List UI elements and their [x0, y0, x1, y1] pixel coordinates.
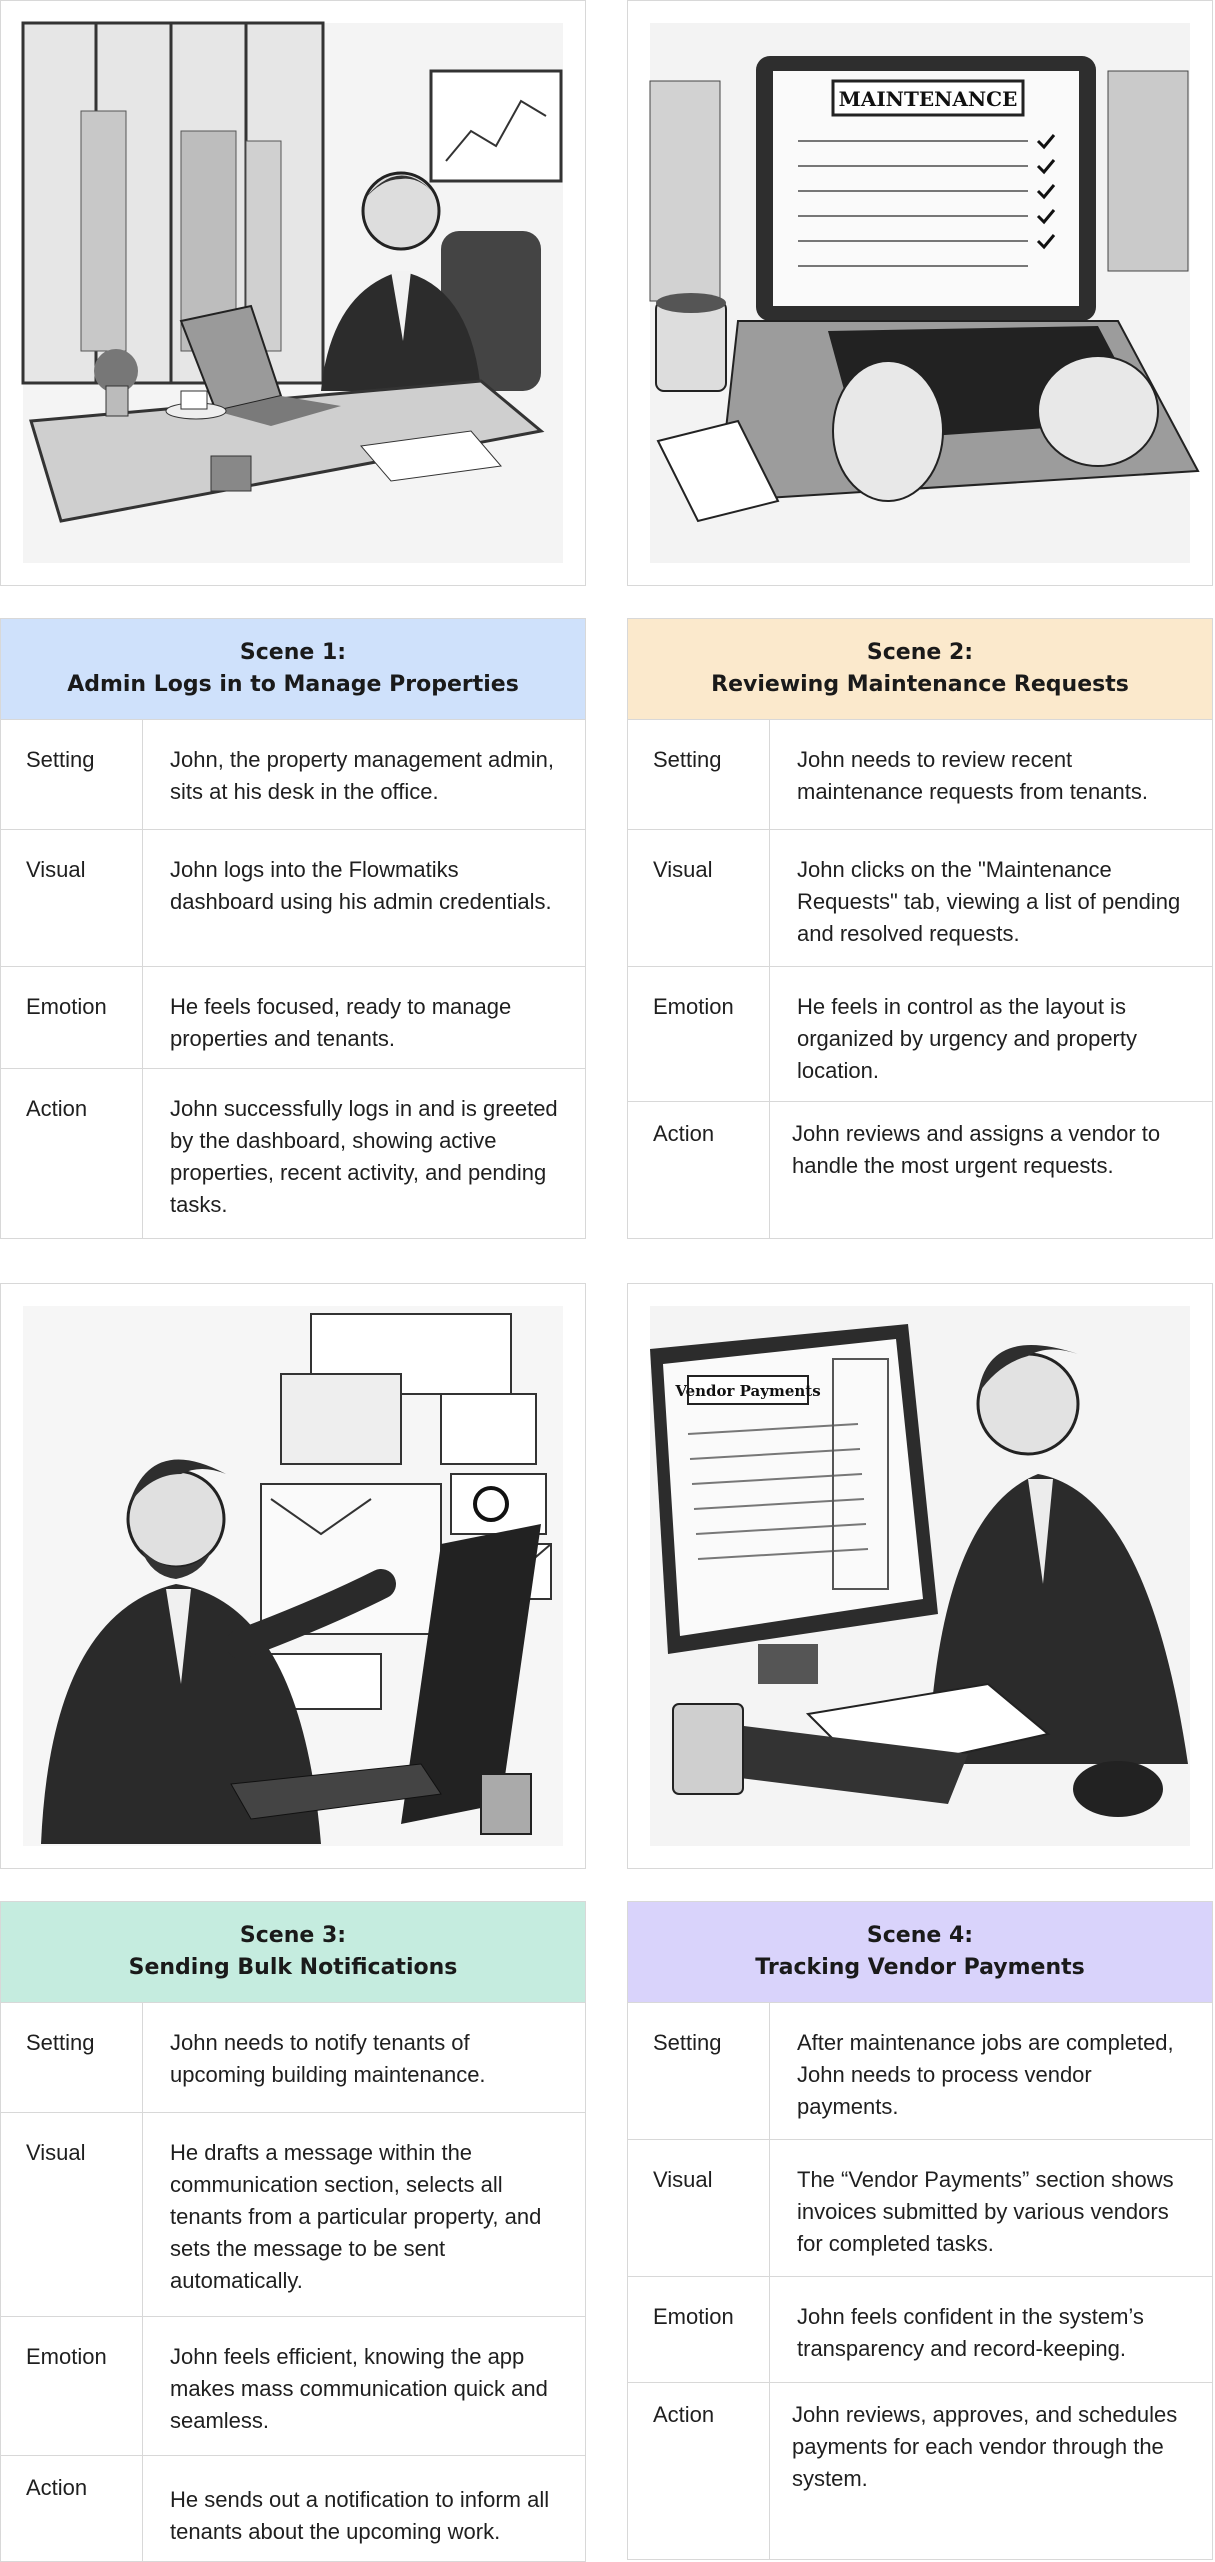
row-value: He feels focused, ready to manage properties and tenants.	[170, 994, 512, 1051]
row-label: Setting	[1, 2003, 143, 2112]
row-value: John reviews and assigns a vendor to handle the most urgent requests.	[792, 1121, 1161, 1178]
row-value: He sends out a notification to inform all tenants about the upcoming work.	[170, 2487, 550, 2544]
row-value: John logs into the Flowmatiks dashboard using his admin credentials.	[170, 857, 552, 914]
row-label: Setting	[1, 720, 143, 829]
scene-2-row-emotion	[628, 967, 1212, 1102]
row-value: He drafts a message within the communication section, selects all tenants from a particular property, and sets the message to be sent automatically.	[170, 2140, 542, 2293]
scene-4-row-action	[628, 2383, 1212, 2559]
scene-3-card	[0, 1901, 586, 2562]
scene-1-row-visual	[1, 830, 585, 967]
scene-2-header	[628, 619, 1212, 720]
row-label: Emotion	[628, 967, 770, 1101]
vendor-payments-monitor-illustration	[628, 1284, 1212, 1868]
scene-2-card	[627, 618, 1213, 1239]
scene-2-row-action	[628, 1102, 1212, 1238]
row-value: After maintenance jobs are completed, John needs to process vendor payments.	[797, 2030, 1174, 2119]
row-label: Action	[1, 2456, 143, 2561]
scene-3-row-setting	[1, 2003, 585, 2113]
row-value: John feels confident in the system’s transparency and record-keeping.	[797, 2304, 1144, 2361]
scene-2-number: Scene 2:	[866, 640, 974, 665]
scene-1-title: Admin Logs in to Manage Properties	[67, 672, 519, 697]
scene-1-illustration	[0, 0, 586, 586]
scene-1-header	[1, 619, 585, 720]
row-value: John clicks on the "Maintenance Requests" tab, viewing a list of pending and resolved requests.	[797, 857, 1181, 946]
row-label: Action	[628, 2383, 770, 2559]
scene-3-number: Scene 3:	[239, 1923, 347, 1948]
row-label: Setting	[628, 720, 770, 829]
row-value: John needs to notify tenants of upcoming building maintenance.	[170, 2030, 486, 2087]
scene-4-header	[628, 1902, 1212, 2003]
row-label: Emotion	[1, 2317, 143, 2455]
row-label: Emotion	[1, 967, 143, 1068]
row-label: Emotion	[628, 2277, 770, 2382]
row-value: John reviews, approves, and schedules payments for each vendor through the system.	[792, 2402, 1178, 2491]
row-label: Visual	[1, 830, 143, 966]
scene-4-title: Tracking Vendor Payments	[755, 1955, 1085, 1980]
row-value: John, the property management admin, sits at his desk in the office.	[170, 747, 555, 804]
row-label: Visual	[1, 2113, 143, 2316]
scene-1-row-emotion	[1, 967, 585, 1069]
scene-3-header	[1, 1902, 585, 2003]
scene-4-row-emotion	[628, 2277, 1212, 2383]
scene-2-row-visual	[628, 830, 1212, 967]
scene-4-row-visual	[628, 2140, 1212, 2277]
maintenance-screen-title: MAINTENANCE	[838, 87, 1018, 111]
row-value: John successfully logs in and is greeted by the dashboard, showing active properties, recent activity, and pending tasks.	[170, 1096, 558, 1217]
office-desk-laptop-illustration	[1, 1, 585, 585]
scene-3-row-visual	[1, 2113, 585, 2317]
row-label: Action	[1, 1069, 143, 1238]
row-value: John feels efficient, knowing the app makes mass communication quick and seamless.	[170, 2344, 548, 2433]
row-label: Action	[628, 1102, 770, 1238]
scene-2-illustration	[627, 0, 1213, 586]
scene-3-title: Sending Bulk Notifications	[128, 1955, 458, 1980]
maintenance-laptop-illustration	[628, 1, 1212, 585]
row-label: Visual	[628, 830, 770, 966]
scene-3-illustration	[0, 1283, 586, 1869]
scene-2-row-setting	[628, 720, 1212, 830]
row-label: Setting	[628, 2003, 770, 2139]
scene-4-illustration	[627, 1283, 1213, 1869]
scene-3-row-emotion	[1, 2317, 585, 2456]
scene-1-row-action	[1, 1069, 585, 1238]
row-value: The “Vendor Payments” section shows invoices submitted by various vendors for completed tasks.	[797, 2167, 1174, 2256]
scene-4-card	[627, 1901, 1213, 2560]
notifications-monitor-illustration	[1, 1284, 585, 1868]
row-value: He feels in control as the layout is organized by urgency and property location.	[797, 994, 1137, 1083]
row-label: Visual	[628, 2140, 770, 2276]
scene-2-title: Reviewing Maintenance Requests	[711, 672, 1129, 697]
scene-1-card	[0, 618, 586, 1239]
vendor-payments-screen-title: Vendor Payments	[675, 1382, 821, 1400]
scene-1-row-setting	[1, 720, 585, 830]
scene-1-number: Scene 1:	[239, 640, 347, 665]
scene-3-row-action	[1, 2456, 585, 2561]
row-value: John needs to review recent maintenance requests from tenants.	[797, 747, 1148, 804]
scene-4-row-setting	[628, 2003, 1212, 2140]
scene-4-number: Scene 4:	[866, 1923, 974, 1948]
